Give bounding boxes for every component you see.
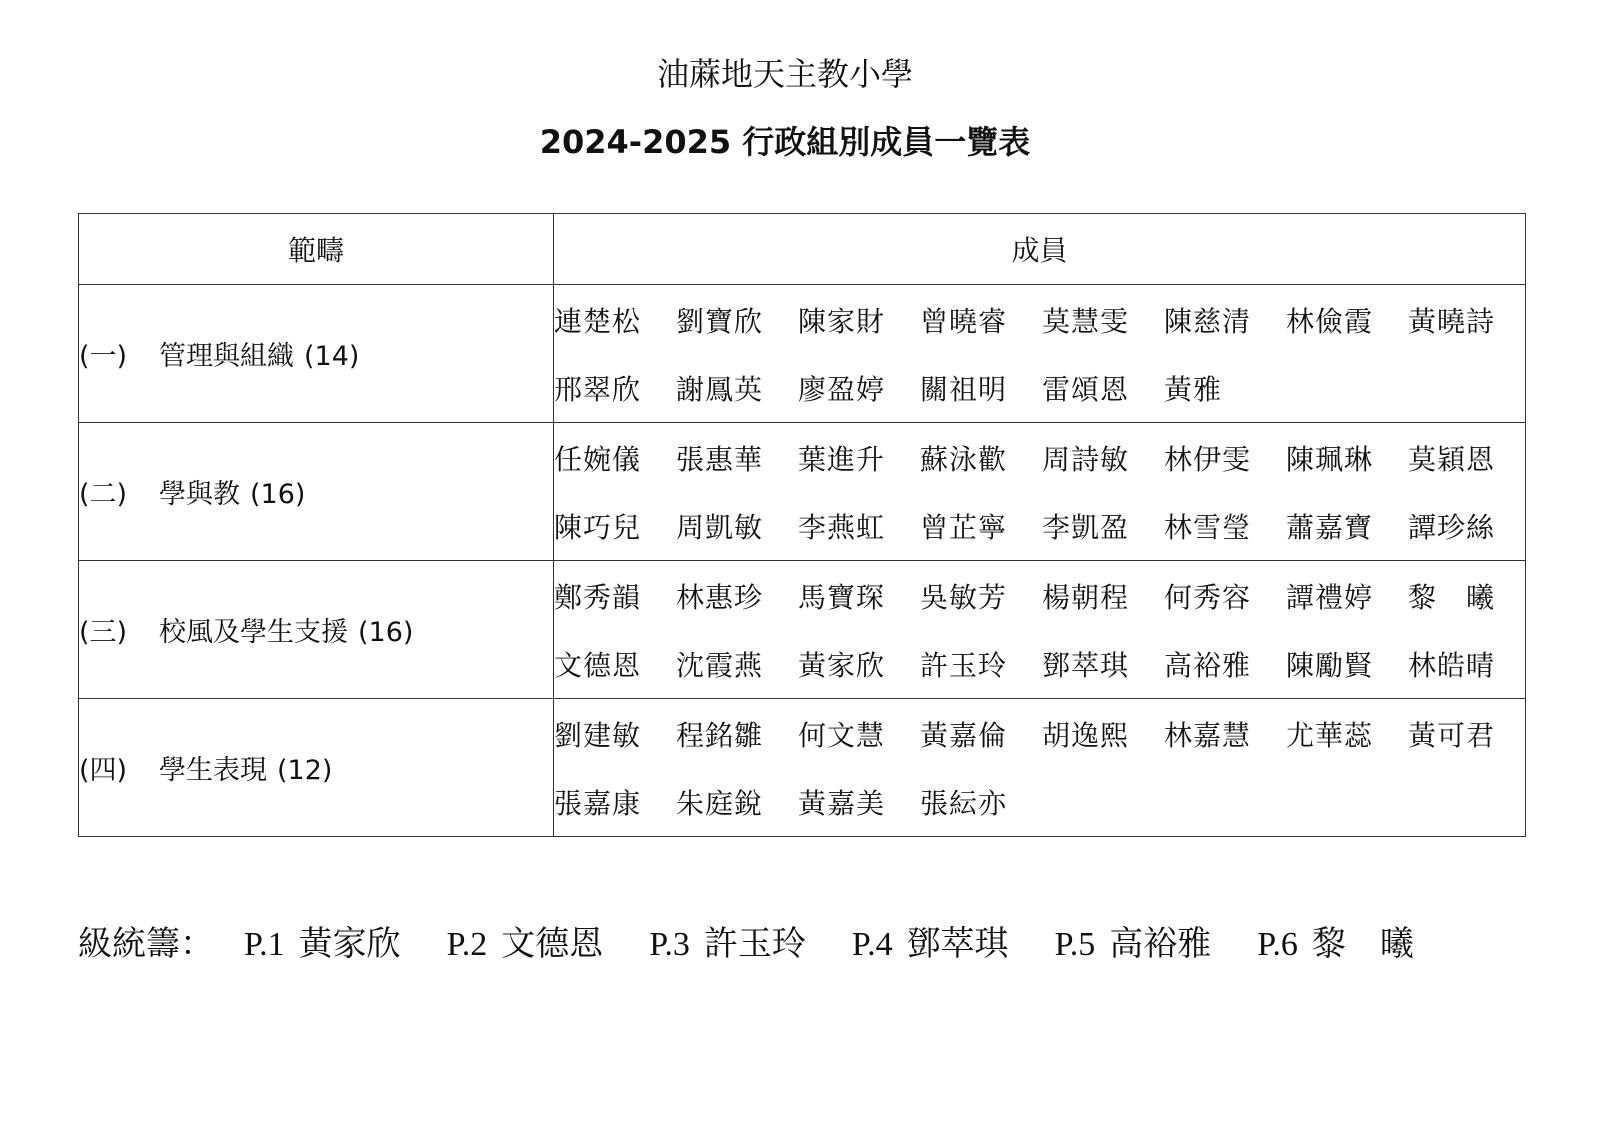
member-name: 連楚松	[554, 304, 642, 338]
coordinator-grade: P.3	[649, 926, 690, 963]
member-name: 雷頌恩	[1042, 372, 1130, 406]
member-name: 謝鳳英	[676, 372, 764, 406]
members-grid	[554, 562, 1525, 698]
member-name: 林皓晴	[1408, 648, 1496, 682]
coordinator-item	[852, 922, 1009, 968]
member-name: 吳敏芳	[920, 580, 1008, 614]
coordinator-name: 黎 曦	[1311, 926, 1414, 963]
member-name: 周凱敏	[676, 510, 764, 544]
member-name: 關祖明	[920, 372, 1008, 406]
coordinator-name: 許玉玲	[703, 926, 806, 963]
coordinator-grade: P.4	[851, 926, 893, 963]
coordinators-label: 級統籌：	[78, 926, 214, 963]
member-name: 張嘉康	[554, 786, 642, 820]
coordinator-item	[1257, 922, 1414, 968]
member-name: 馬寶琛	[798, 580, 886, 614]
member-name: 李燕虹	[798, 510, 886, 544]
members-cell	[554, 285, 1526, 423]
member-name: 黃可君	[1408, 718, 1496, 752]
member-name: 譚珍絲	[1408, 510, 1496, 544]
coordinator-item	[447, 922, 604, 968]
member-name: 曾曉睿	[920, 304, 1008, 338]
member-name: 曾芷寧	[920, 510, 1008, 544]
member-name: 黃雅	[1164, 372, 1223, 406]
category-number: (四)	[79, 755, 128, 786]
member-name: 黃家欣	[798, 648, 886, 682]
category-number: (一)	[79, 341, 128, 372]
school-name: 油蔴地天主教小學	[656, 55, 913, 93]
member-name: 任婉儀	[554, 442, 642, 476]
members-cell	[554, 699, 1526, 837]
member-name: 莫慧雯	[1042, 304, 1130, 338]
member-name: 林伊雯	[1164, 442, 1252, 476]
member-name: 鄭秀韻	[554, 580, 642, 614]
document-title: 2024-2025 行政組別成員一覽表	[539, 123, 1031, 161]
category-name: 管理與組織	[159, 341, 294, 372]
member-name: 林儉霞	[1286, 304, 1374, 338]
category-count: (12)	[277, 755, 333, 786]
coordinator-name: 文德恩	[501, 926, 604, 963]
member-name: 蘇泳歡	[920, 442, 1008, 476]
category-cell	[79, 285, 554, 423]
members-cell	[554, 423, 1526, 561]
member-name: 黃嘉倫	[920, 718, 1008, 752]
member-name: 黃曉詩	[1408, 304, 1496, 338]
member-name: 譚禮婷	[1286, 580, 1374, 614]
member-name: 黎 曦	[1408, 580, 1496, 614]
member-name: 文德恩	[554, 648, 642, 682]
member-name: 尤華蕊	[1286, 718, 1374, 752]
admin-groups-table	[78, 213, 1526, 837]
member-name: 楊朝程	[1042, 580, 1130, 614]
member-name: 程銘雛	[676, 718, 764, 752]
member-name: 朱庭銳	[676, 786, 764, 820]
category-header: 範疇	[79, 214, 554, 285]
coordinator-grade: P.2	[446, 926, 488, 963]
member-name: 何秀容	[1164, 580, 1252, 614]
member-name: 劉寶欣	[676, 304, 764, 338]
category-name: 校風及學生支援	[159, 617, 348, 648]
member-name: 沈霞燕	[676, 648, 764, 682]
member-name: 林雪瑩	[1164, 510, 1252, 544]
members-cell	[554, 561, 1526, 699]
member-name: 莫穎恩	[1408, 442, 1496, 476]
table-row	[79, 561, 1526, 699]
member-name: 胡逸熙	[1042, 718, 1130, 752]
member-name: 蕭嘉寶	[1286, 510, 1374, 544]
coordinator-grade: P.6	[1257, 926, 1298, 963]
member-name: 陳巧兒	[554, 510, 642, 544]
table-row	[79, 699, 1526, 837]
members-grid	[554, 286, 1525, 422]
category-number: (二)	[79, 479, 128, 510]
table-row	[79, 285, 1526, 423]
member-name: 鄧萃琪	[1042, 648, 1130, 682]
member-name: 邢翠欣	[554, 372, 642, 406]
coordinator-grade: P.1	[244, 926, 285, 963]
member-name: 劉建敏	[554, 718, 642, 752]
category-count: (16)	[358, 617, 414, 648]
category-number: (三)	[79, 617, 128, 648]
member-name: 黃嘉美	[798, 786, 886, 820]
table-header-row	[79, 214, 1526, 285]
coordinator-list	[244, 922, 1460, 968]
member-name: 廖盈婷	[798, 372, 886, 406]
member-name: 林嘉慧	[1164, 718, 1252, 752]
member-name: 陳珮琳	[1286, 442, 1374, 476]
category-count: (16)	[250, 479, 306, 510]
category-cell	[79, 423, 554, 561]
member-name: 陳家財	[798, 304, 886, 338]
coordinator-name: 黃家欣	[298, 926, 401, 963]
member-name: 陳慈清	[1164, 304, 1252, 338]
table-body	[79, 285, 1526, 837]
members-header: 成員	[554, 214, 1526, 285]
category-cell	[79, 699, 554, 837]
table-row	[79, 423, 1526, 561]
coordinator-item	[244, 922, 401, 968]
coordinator-item	[649, 922, 806, 968]
members-grid	[554, 424, 1525, 560]
category-cell	[79, 561, 554, 699]
coordinator-grade: P.5	[1054, 926, 1096, 963]
member-name: 許玉玲	[920, 648, 1008, 682]
grade-coordinators	[78, 922, 1538, 968]
member-name: 林惠珍	[676, 580, 764, 614]
members-grid	[554, 700, 1525, 836]
member-name: 李凱盈	[1042, 510, 1130, 544]
member-name: 張紜亦	[920, 786, 1008, 820]
coordinator-name: 高裕雅	[1109, 926, 1212, 963]
member-name: 高裕雅	[1164, 648, 1252, 682]
coordinator-item	[1055, 922, 1212, 968]
member-name: 葉進升	[798, 442, 886, 476]
coordinator-name: 鄧萃琪	[906, 926, 1009, 963]
category-name: 學與教	[159, 479, 240, 510]
category-count: (14)	[304, 341, 360, 372]
category-name: 學生表現	[159, 755, 267, 786]
member-name: 周詩敏	[1042, 442, 1130, 476]
member-name: 何文慧	[798, 718, 886, 752]
member-name: 張惠華	[676, 442, 764, 476]
member-name: 陳勵賢	[1286, 648, 1374, 682]
